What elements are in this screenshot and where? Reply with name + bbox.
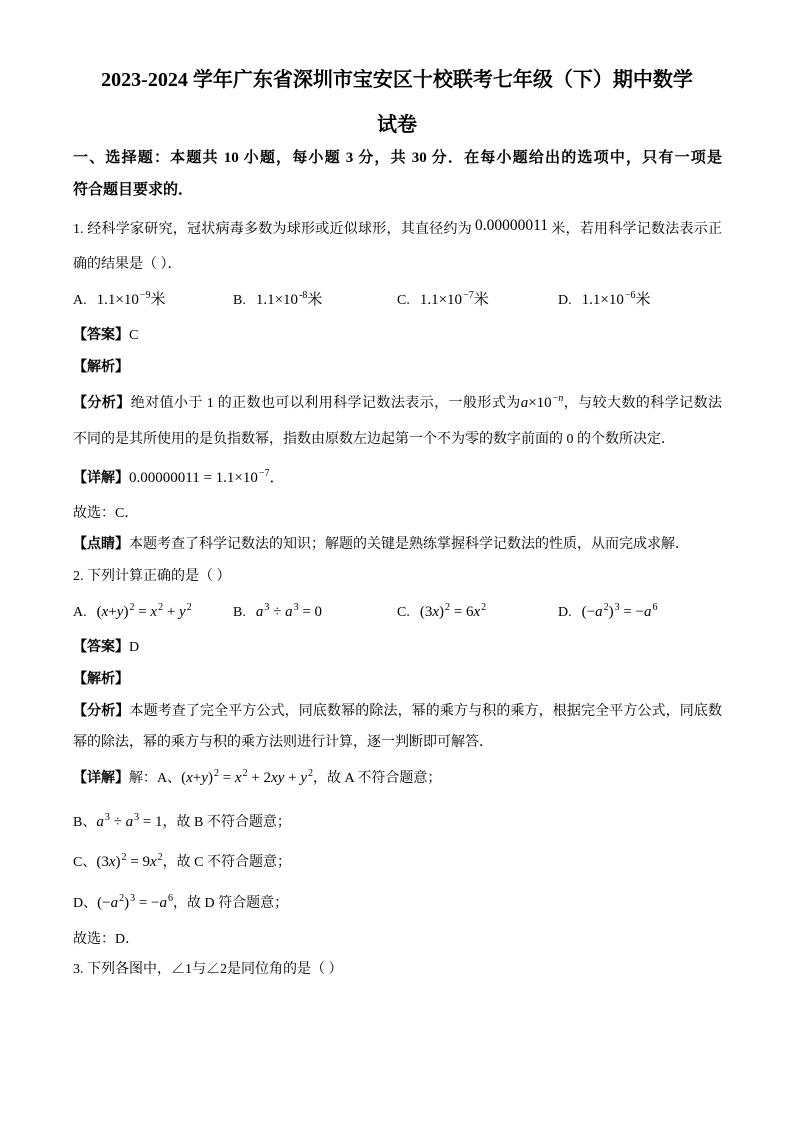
detail-suffix: ，故 A 不符合题意； xyxy=(313,771,442,786)
math-text: = 9x xyxy=(126,854,157,870)
q2-option-d-expression xyxy=(582,604,658,620)
math-text: = 0 xyxy=(298,604,323,620)
math-variable: y xyxy=(201,770,208,786)
q1-detail xyxy=(73,468,285,489)
math-variable: n xyxy=(558,393,564,404)
section-heading-line1: 一、选择题：本题共 10 小题，每小题 3 分，共 30 分．在每小题给出的选项中，只有一项是 xyxy=(73,150,722,166)
math-superscript: 2 xyxy=(129,602,135,613)
option-letter: A. xyxy=(73,293,87,308)
q2-reasoning-line1 xyxy=(73,702,722,722)
math-text: ) xyxy=(608,604,614,620)
q2-detail-line-b xyxy=(73,812,291,833)
option-letter: B. xyxy=(233,605,246,620)
q1-option-a-expression xyxy=(97,292,166,308)
math-variable: a xyxy=(285,604,293,620)
option-letter: C. xyxy=(397,293,410,308)
q2-detail-a-expression xyxy=(181,770,313,786)
q2-detail-line-a xyxy=(73,768,441,789)
analysis-tag: 【解析】 xyxy=(73,672,129,687)
q3-stem: 3. 下列各图中，∠1与∠2是同位角的是（ ） xyxy=(73,962,343,977)
math-text: 米 xyxy=(473,292,489,308)
math-superscript: 6 xyxy=(168,893,174,904)
math-superscript: 2 xyxy=(445,602,451,613)
q2-answer-value: D xyxy=(129,640,140,655)
math-variable: a xyxy=(125,814,134,830)
math-superscript: 6 xyxy=(652,602,658,613)
math-superscript: −n xyxy=(552,393,564,404)
math-text: 米 xyxy=(307,292,323,308)
page-title-line1: 2023-2024 学年广东省深圳市宝安区十校联考七年级（下）期中数学 xyxy=(101,69,693,91)
math-superscript: 2 xyxy=(481,602,487,613)
math-text: (x+y) xyxy=(181,770,213,786)
q1-conclusion: 故选：C． xyxy=(73,506,139,521)
math-text: ． xyxy=(269,470,285,486)
q1-reasoning-line2: 不同的是其所使用的是负指数幂，指数由原数左边起第一个不为零的数字前面的 0 的个数所决定． xyxy=(73,432,675,447)
q1-stem-text-start: 1. 经科学家研究，冠状病毒多数为球形或近似球形，其直径约为 xyxy=(73,222,472,237)
math-variable: x xyxy=(108,854,116,870)
q1-reasoning-text-start: 绝对值小于 1 的正数也可以利用科学记数法表示，一般形式为 xyxy=(130,396,521,411)
math-variable: a xyxy=(520,395,529,411)
q1-comment xyxy=(73,535,689,555)
detail-suffix: ，故 C 不符合题意； xyxy=(162,855,291,870)
math-variable: x xyxy=(473,604,481,620)
math-text: 1.1×10 xyxy=(419,292,463,308)
detail-prefix: D、 xyxy=(73,896,98,911)
math-superscript: -8 xyxy=(299,290,308,301)
math-superscript: 3 xyxy=(293,602,299,613)
math-text: = 1 xyxy=(139,814,163,830)
q1-option-d xyxy=(558,290,651,311)
q2-conclusion: 故选：D． xyxy=(73,932,140,947)
math-variable: a xyxy=(644,604,652,620)
q1-comment-text: 本题考查了科学记数法的知识；解题的关键是熟练掌握科学记数法的性质，从而完成求解． xyxy=(129,537,689,552)
math-variable: a xyxy=(110,895,119,911)
option-letter: D. xyxy=(558,293,572,308)
page-title-line2: 试卷 xyxy=(377,114,417,136)
math-superscript: 2 xyxy=(119,893,125,904)
q1-analysis-heading xyxy=(73,358,129,378)
option-letter: D. xyxy=(558,605,572,620)
option-letter: A. xyxy=(73,605,87,620)
q1-stem-line2: 确的结果是（ ）． xyxy=(73,257,182,272)
math-text: 0.00000011 = 1.1×10 xyxy=(129,470,258,486)
math-superscript: 3 xyxy=(614,602,620,613)
reasoning-tag: 【分析】 xyxy=(73,704,130,719)
q2-analysis-heading xyxy=(73,670,129,690)
math-text: (−a xyxy=(581,604,603,620)
q2-option-c xyxy=(397,602,486,623)
section-heading-line2: 符合题目要求的． xyxy=(73,182,194,198)
q1-answer-value: C xyxy=(129,328,139,343)
q2-detail-line-d xyxy=(73,893,288,914)
detail-prefix: C、 xyxy=(73,855,97,870)
q1-reasoning-line1 xyxy=(73,393,722,414)
q1-reasoning-expression xyxy=(521,395,564,411)
math-text xyxy=(256,604,264,620)
math-superscript: 3 xyxy=(134,812,140,823)
option-letter: B. xyxy=(233,293,246,308)
q2-detail-line-c xyxy=(73,852,291,873)
math-superscript: −7 xyxy=(463,290,474,301)
math-text: = 6x xyxy=(450,604,481,620)
q2-stem: 2. 下列计算正确的是（ ） xyxy=(73,569,231,584)
q1-option-c xyxy=(397,290,489,311)
q2-option-b-expression xyxy=(256,604,322,620)
math-text: (3x) xyxy=(96,854,121,870)
math-text: = x xyxy=(134,604,158,620)
math-text: a×10 xyxy=(520,395,552,411)
math-variable: x xyxy=(234,770,242,786)
q1-option-d-expression xyxy=(582,292,651,308)
math-text: = x xyxy=(218,770,242,786)
math-text: ÷ a xyxy=(269,604,293,620)
answer-tag: 【答案】 xyxy=(73,328,129,343)
q1-stem-number: 0.00000011 xyxy=(474,217,549,234)
math-superscript: 2 xyxy=(158,602,164,613)
q1-stem-text-end: 米，若用科学记数法表示正 xyxy=(551,222,723,237)
math-text: + y xyxy=(163,604,186,620)
q2-option-a xyxy=(73,602,192,623)
q2-option-a-expression xyxy=(97,604,192,620)
math-text: 1.1×10 xyxy=(255,292,299,308)
math-variable: a xyxy=(96,814,104,830)
math-text: 米 xyxy=(635,292,651,308)
math-text: = −a xyxy=(619,604,652,620)
math-variable: xy xyxy=(271,770,285,786)
detail-suffix: ，故 B 不符合题意； xyxy=(162,815,291,830)
answer-tag: 【答案】 xyxy=(73,640,129,655)
q2-reasoning-line2: 幂的除法，幂的乘方与积的乘方法则进行计算，逐一判断即可解答． xyxy=(73,735,493,750)
math-text: ÷ a xyxy=(109,814,134,830)
q1-option-a xyxy=(73,290,166,311)
q1-option-b xyxy=(233,290,322,311)
math-superscript: −9 xyxy=(139,290,151,301)
math-variable: a xyxy=(159,895,168,911)
detail-prefix: 解：A、 xyxy=(129,771,182,786)
math-superscript: 2 xyxy=(603,602,609,613)
math-variable: x xyxy=(149,854,157,870)
math-text: (−a xyxy=(97,895,119,911)
detail-prefix: B、 xyxy=(73,815,97,830)
math-superscript: 2 xyxy=(308,768,314,779)
math-variable: x xyxy=(150,604,158,620)
math-superscript: 2 xyxy=(157,852,163,863)
math-text xyxy=(96,814,104,830)
math-variable: y xyxy=(300,770,308,786)
math-superscript: 2 xyxy=(121,852,127,863)
math-superscript: −6 xyxy=(624,290,636,301)
detail-suffix: ，故 D 符合题意； xyxy=(173,896,289,911)
math-text: 1.1×10 xyxy=(581,292,624,308)
math-text: (3x) xyxy=(419,604,445,620)
math-text: 米 xyxy=(150,292,166,308)
q2-answer xyxy=(73,638,139,658)
comment-tag: 【点睛】 xyxy=(73,537,129,552)
q1-detail-expression xyxy=(129,470,285,486)
analysis-tag: 【解析】 xyxy=(73,360,129,375)
math-superscript: 2 xyxy=(213,768,219,779)
math-superscript: 2 xyxy=(242,768,248,779)
q2-option-d xyxy=(558,602,658,623)
math-text: (x+y) xyxy=(96,604,129,620)
math-variable: a xyxy=(595,604,603,620)
math-superscript: −7 xyxy=(258,468,270,479)
math-variable: a xyxy=(255,604,264,620)
detail-tag: 【详解】 xyxy=(73,471,129,486)
q1-answer xyxy=(73,326,138,346)
math-text: 1.1×10 xyxy=(96,292,139,308)
q2-detail-b-expression xyxy=(96,814,162,830)
math-text: + 2xy + y xyxy=(247,770,308,786)
q1-reasoning-text-end: ，与较大数的科学记数法 xyxy=(563,396,723,411)
math-superscript: 3 xyxy=(264,602,270,613)
math-variable: x xyxy=(432,604,440,620)
q2-option-c-expression xyxy=(420,604,486,620)
q2-reasoning-text: 本题考查了完全平方公式，同底数幂的除法，幂的乘方与积的乘方，根据完全平方公式，同底数 xyxy=(129,704,723,719)
math-variable: y xyxy=(116,604,124,620)
math-variable: x xyxy=(186,770,193,786)
math-text: = −a xyxy=(135,895,168,911)
math-text: ) xyxy=(124,895,130,911)
option-letter: C. xyxy=(397,605,410,620)
q1-option-c-expression xyxy=(420,292,489,308)
math-superscript: 2 xyxy=(186,602,192,613)
math-variable: y xyxy=(179,604,186,620)
detail-tag: 【详解】 xyxy=(73,771,129,786)
q1-stem-line1 xyxy=(73,219,722,240)
q2-detail-c-expression xyxy=(96,854,162,870)
q1-option-b-expression xyxy=(256,292,323,308)
q2-option-b xyxy=(233,602,322,623)
reasoning-tag: 【分析】 xyxy=(73,396,131,411)
math-variable: x xyxy=(101,604,109,620)
math-superscript: 3 xyxy=(130,893,136,904)
q2-detail-d-expression xyxy=(97,895,173,911)
math-superscript: 3 xyxy=(104,812,110,823)
